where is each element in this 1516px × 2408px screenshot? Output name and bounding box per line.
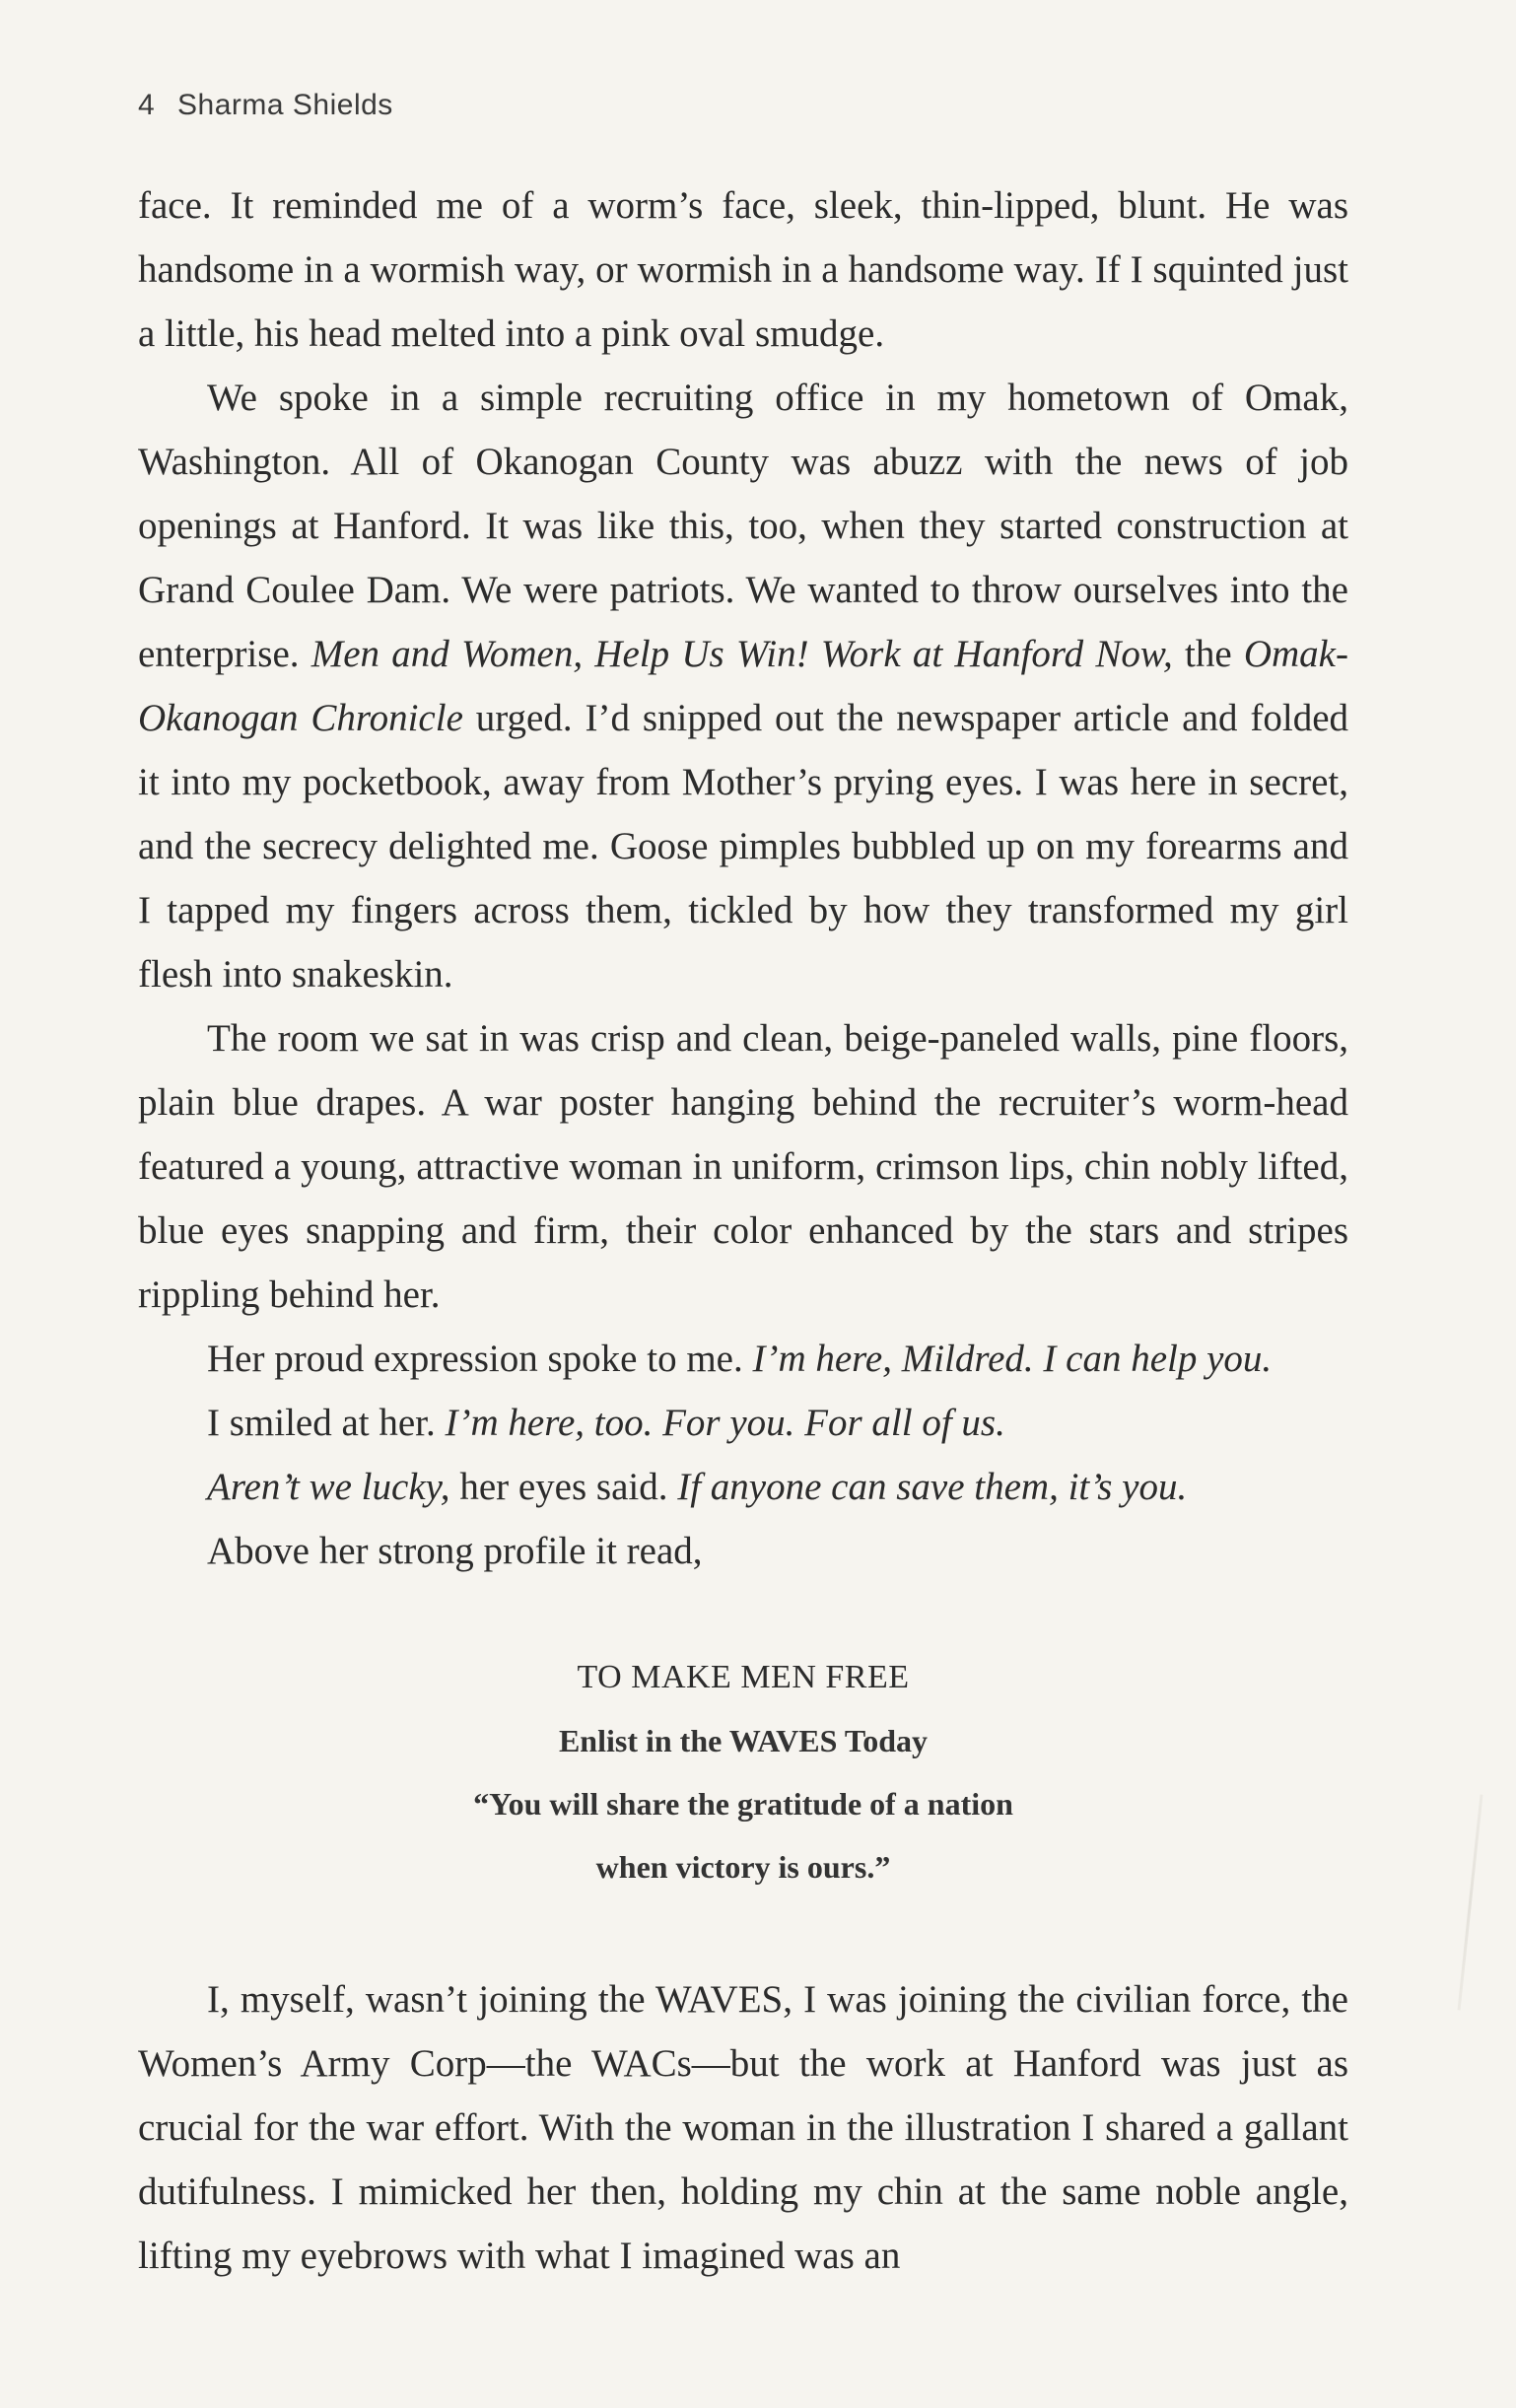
paragraph-2-text-c: urged. I’d snipped out the newspaper article and folded it into my pocketbook, away from Mother’s prying eyes. I was here in secret, and the secrecy delighted me. Goose pimples bubbled up on my forearms and I tapped my fingers across them, tickled by how they transformed my girl flesh into snakeskin.	[138, 697, 1348, 996]
paragraph-4	[138, 1327, 1348, 1391]
paragraph-4-italic: I’m here, Mildred. I can help you.	[752, 1338, 1273, 1380]
paragraph-1: face. It reminded me of a worm’s face, sleek, thin-lipped, blunt. He was handsome in a wormish way, or wormish in a handsome way. If I squinted just a little, his head melted into a pink oval smudge.	[138, 184, 1348, 355]
paragraph-8: I, myself, wasn’t joining the WAVES, I was joining the civilian force, the Women’s Army Corp—the WACs—but the work at Hanford was just as crucial for the war effort. With the woman in the illustration I shared a gallant dutifulness. I mimicked her then, holding my chin at the same noble angle, lifting my eyebrows with what I imagined was an	[138, 1978, 1348, 2277]
body-text	[138, 173, 1348, 2288]
paragraph-6-italic-a: Aren’t we lucky,	[207, 1466, 450, 1508]
author-name: Sharma Shields	[177, 89, 393, 121]
poster-line-1: TO MAKE MEN FREE	[577, 1659, 910, 1695]
paragraph-7: Above her strong profile it read,	[207, 1530, 703, 1572]
poster-line-4: when victory is ours.”	[595, 1849, 891, 1885]
paragraph-5-italic: I’m here, too. For you. For all of us.	[445, 1402, 1005, 1444]
paragraph-6-italic-b: If anyone can save them, it’s you.	[677, 1466, 1188, 1508]
paragraph-6-text: her eyes said.	[449, 1466, 678, 1508]
poster-quote-block	[138, 1646, 1348, 1898]
paragraph-2-text-b: the	[1172, 633, 1244, 675]
scan-artifact-line	[1458, 1794, 1483, 2010]
page-number: 4	[138, 89, 156, 121]
paragraph-5	[138, 1391, 1348, 1455]
poster-line-2: Enlist in the WAVES Today	[558, 1723, 929, 1758]
paragraph-4-text: Her proud expression spoke to me.	[207, 1338, 753, 1380]
paragraph-6	[138, 1455, 1348, 1519]
running-header	[138, 89, 393, 122]
paragraph-2-italic-newspaper: Omak-Okanogan Chronicle	[138, 633, 1348, 739]
paragraph-3: The room we sat in was crisp and clean, beige-paneled walls, pine floors, plain blue drapes. A war poster hanging behind the recruiter’s worm-head featured a young, attractive woman in uniform, crimson lips, chin nobly lifted, blue eyes snapping and firm, their color enhanced by the stars and stripes rippling behind her.	[138, 1017, 1348, 1316]
paragraph-2-italic-slogan: Men and Women, Help Us Win! Work at Hanford Now,	[310, 633, 1173, 675]
poster-line-3: “You will share the gratitude of a nation	[473, 1786, 1013, 1822]
paragraph-2-text-a: We spoke in a simple recruiting office in my hometown of Omak, Washington. All of Okanogan County was abuzz with the news of job openings at Hanford. It was like this, too, when they started construction at Grand Coulee Dam. We were patriots. We wanted to throw ourselves into the enterprise.	[138, 377, 1348, 675]
paragraph-2	[138, 366, 1348, 1006]
paragraph-5-text: I smiled at her.	[207, 1402, 446, 1444]
